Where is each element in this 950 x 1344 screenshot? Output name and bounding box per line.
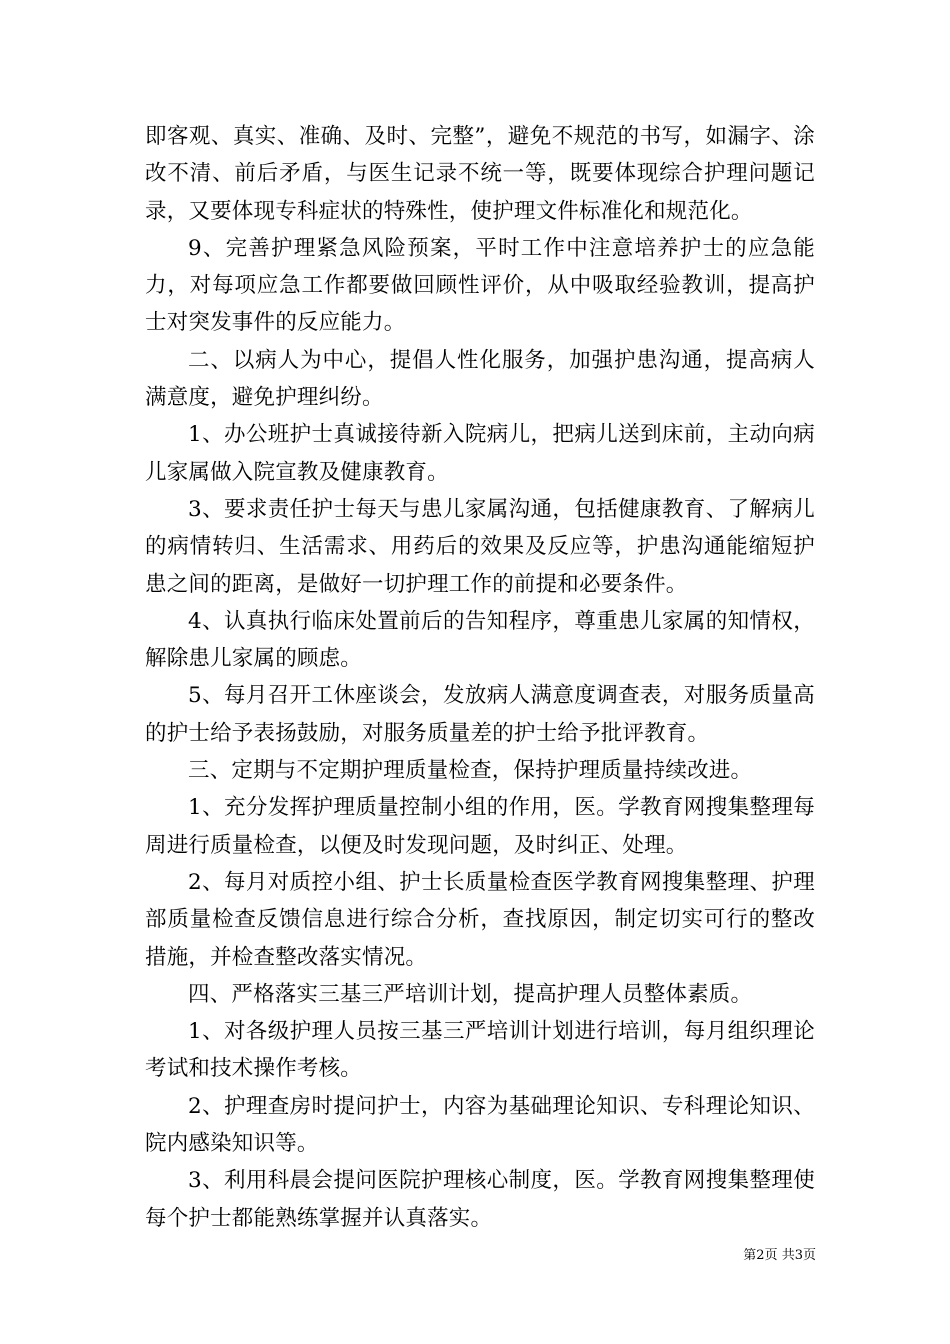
paragraph-item-9: 9、完善护理紧急风险预案，平时工作中注意培养护士的应急能力，对每项应急工作都要做回顾性评价，从中吸取经验教训，提高护士对突发事件的反应能力。 bbox=[145, 235, 815, 336]
paragraph-continuation: 即客观、真实、准确、及时、完整”，避免不规范的书写，如漏字、涂改不清、前后矛盾，与医生记录不统一等，既要体现综合护理问题记录，又要体现专科症状的特殊性，使护理文件标准化和规范化。 bbox=[145, 124, 815, 224]
footer-suffix: 页 bbox=[802, 1248, 816, 1263]
document-body bbox=[145, 118, 815, 1237]
paragraph-item: 1、充分发挥护理质量控制小组的作用，医。学教育网搜集整理每周进行质量检查，以便及时发现问题，及时纠正、处理。 bbox=[145, 795, 815, 858]
footer-middle: 页 共 bbox=[764, 1248, 795, 1263]
section-heading-3: 三、定期与不定期护理质量检查，保持护理质量持续改进。 bbox=[188, 758, 753, 784]
page-footer bbox=[706, 1247, 816, 1265]
paragraph-item: 5、每月召开工休座谈会，发放病人满意度调查表，对服务质量高的护士给予表扬鼓励，对服务质量差的护士给予批评教育。 bbox=[145, 683, 815, 746]
paragraph-item: 4、认真执行临床处置前后的告知程序，尊重患儿家属的知情权，解除患儿家属的顾虑。 bbox=[145, 608, 815, 672]
footer-total-pages: 3 bbox=[794, 1248, 803, 1263]
paragraph-item: 1、办公班护士真诚接待新入院病儿，把病儿送到床前，主动向病儿家属做入院宣教及健康教育。 bbox=[145, 422, 815, 485]
section-heading-4: 四、严格落实三基三严培训计划，提高护理人员整体素质。 bbox=[188, 981, 753, 1007]
footer-current-page: 2 bbox=[756, 1248, 765, 1263]
paragraph-item: 2、护理查房时提问护士，内容为基础理论知识、专科理论知识、院内感染知识等。 bbox=[145, 1093, 815, 1157]
paragraph-item: 3、要求责任护士每天与患儿家属沟通，包括健康教育、了解病儿的病情转归、生活需求、用药后的效果及反应等，护患沟通能缩短护患之间的距离，是做好一切护理工作的前提和必要条件。 bbox=[145, 496, 815, 597]
paragraph-item: 3、利用科晨会提问医院护理核心制度，医。学教育网搜集整理使每个护士都能熟练掌握并认真落实。 bbox=[145, 1168, 815, 1231]
paragraph-item: 1、对各级护理人员按三基三严培训计划进行培训，每月组织理论考试和技术操作考核。 bbox=[145, 1019, 815, 1082]
section-heading-2: 二、以病人为中心，提倡人性化服务，加强护患沟通，提高病人满意度，避免护理纠纷。 bbox=[145, 347, 815, 411]
paragraph-item: 2、每月对质控小组、护士长质量检查医学教育网搜集整理、护理部质量检查反馈信息进行综合分析，查找原因，制定切实可行的整改措施，并检查整改落实情况。 bbox=[145, 869, 815, 970]
footer-prefix: 第 bbox=[743, 1248, 757, 1263]
